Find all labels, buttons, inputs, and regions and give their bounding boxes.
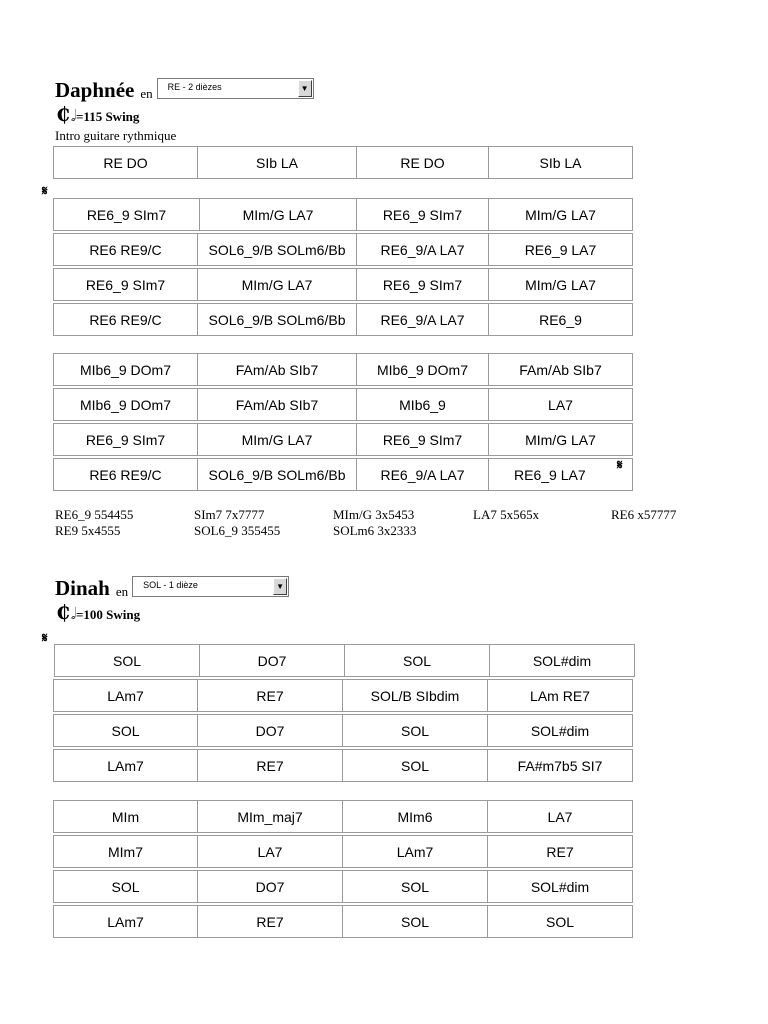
chord-cell: LA7 [489,388,633,421]
tempo-text: =100 Swing [76,607,141,622]
chord-cell: RE6_9 SIm7 [53,198,200,231]
chord-row [53,268,633,301]
segno-icon: 𝄋 [42,631,48,646]
chord-cell: SOL [343,749,488,782]
chord-cell: MIb6_9 [357,388,489,421]
chord-cell: SOL [345,644,490,677]
chord-row [53,749,633,782]
chord-cell: SOL#dim [488,714,633,747]
chord-cell: LAm7 [53,679,198,712]
chord-cell: MIb6_9 DOm7 [53,388,198,421]
chord-cell: DO7 [200,644,345,677]
chord-cell: SOL#dim [490,644,635,677]
chord-cell: MIm/G LA7 [198,423,357,456]
chord-fingerings [55,507,755,539]
song-title: Dinah [55,576,110,600]
chord-cell: SOL [343,905,488,938]
fingerings-line [55,523,755,539]
chord-row [53,714,633,747]
chord-cell: SOL [488,905,633,938]
chord-row [53,870,633,903]
chord-cell: DO7 [198,870,343,903]
chord-cell: MIm7 [53,835,198,868]
song-header-daphnee [55,78,314,101]
chord-cell: RE6 RE9/C [53,458,198,491]
en-label: en [115,584,129,599]
chord-cell: LA7 [488,800,633,833]
chord-cell: RE DO [53,146,198,179]
chord-cell: SOL#dim [488,870,633,903]
song-title: Daphnée [55,78,135,102]
tempo-line [56,104,139,124]
chord-cell: DO7 [198,714,343,747]
chord-cell: SIb LA [198,146,357,179]
cut-time-icon: ₵ [56,600,70,624]
chord-cell: SOL6_9/B SOLm6/Bb [198,303,357,336]
chord-row [53,233,633,266]
key-select-value: SOL - 1 dièze [143,580,198,590]
chord-cell: MIm/G LA7 [489,268,633,301]
half-note-icon: 𝅗𝅥 [70,604,77,623]
half-note-icon: 𝅗𝅥 [70,106,77,125]
chord-cell: FAm/Ab SIb7 [198,353,357,386]
chord-cell: RE DO [357,146,489,179]
tempo-text: =115 Swing [76,109,140,124]
chord-cell: RE6_9/A LA7 [357,303,489,336]
song-header-dinah [55,576,289,599]
chord-cell: RE7 [488,835,633,868]
chord-row [53,835,633,868]
chord-row [53,905,633,938]
chord-cell: LAm RE7 [488,679,633,712]
chord-row [53,388,633,421]
intro-chord-row [53,146,633,179]
chord-cell: MIm/G LA7 [489,423,633,456]
chord-cell: RE6_9 SIm7 [357,423,489,456]
chord-cell: SOL [343,714,488,747]
chord-cell: SOL [53,714,198,747]
fingerings-line [55,507,755,523]
chord-row [53,458,633,491]
chord-cell: SOL [53,870,198,903]
chord-cell: MIm/G LA7 [198,268,357,301]
chord-row [53,198,633,231]
chord-cell: SOL [54,644,200,677]
chord-cell: MIm/G LA7 [489,198,633,231]
chord-cell: SIb LA [489,146,633,179]
chord-cell: RE6_9 SIm7 [53,268,198,301]
chord-cell: LAm7 [53,749,198,782]
fingering: RE6 x57777 [611,507,677,522]
key-select-value: RE - 2 dièzes [167,82,222,92]
chord-cell: RE7 [198,749,343,782]
fingering: RE9 5x4555 [55,523,121,538]
chord-cell: FA#m7b5 SI7 [488,749,633,782]
chord-cell: MIm_maj7 [198,800,343,833]
chord-cell: RE6_9 LA7 [489,233,633,266]
chord-cell: RE7 [198,905,343,938]
fingering: SIm7 7x7777 [194,507,265,522]
segno-icon: 𝄋 [42,184,48,199]
fingering: RE6_9 554455 [55,507,134,522]
chord-cell: MIm6 [343,800,488,833]
chord-cell: RE6_9 SIm7 [53,423,198,456]
cut-time-icon: ₵ [56,102,70,126]
chord-cell: MIb6_9 DOm7 [53,353,198,386]
chord-cell: RE6_9 LA7 [489,458,633,491]
chord-row [53,353,633,386]
dropdown-arrow-icon[interactable]: ▼ [273,578,287,595]
fingering: MIm/G 3x5453 [333,507,415,522]
chord-cell: LA7 [198,835,343,868]
chord-cell: RE6 RE9/C [53,303,198,336]
key-select[interactable] [157,78,314,99]
chord-cell: RE6_9/A LA7 [357,458,489,491]
intro-label: Intro guitare rythmique [55,128,177,143]
chord-cell: RE6 RE9/C [53,233,198,266]
chord-row [54,644,635,677]
dropdown-arrow-icon[interactable]: ▼ [298,80,312,97]
fingering: SOLm6 3x2333 [333,523,417,538]
chord-cell: MIm/G LA7 [200,198,357,231]
en-label: en [140,86,153,101]
fingering: LA7 5x565x [473,507,540,522]
chord-cell: FAm/Ab SIb7 [489,353,633,386]
chord-cell: MIm [53,800,198,833]
chord-cell: MIb6_9 DOm7 [357,353,489,386]
fingering: SOL6_9 355455 [194,523,281,538]
chord-cell: RE6_9 SIm7 [357,198,489,231]
chord-row [53,679,633,712]
chord-row [53,800,633,833]
chord-cell: LAm7 [343,835,488,868]
chord-cell: RE6_9/A LA7 [357,233,489,266]
chord-cell: FAm/Ab SIb7 [198,388,357,421]
key-select[interactable] [132,576,289,597]
segno-icon: 𝄋 [617,458,623,473]
chord-cell: SOL6_9/B SOLm6/Bb [198,233,357,266]
chord-row [53,303,633,336]
chord-cell: SOL6_9/B SOLm6/Bb [198,458,357,491]
chord-cell: SOL/B SIbdim [343,679,488,712]
tempo-line [56,602,140,622]
chord-cell: LAm7 [53,905,198,938]
chord-cell: RE7 [198,679,343,712]
chord-cell: SOL [343,870,488,903]
chord-cell: RE6_9 SIm7 [357,268,489,301]
chord-row [53,423,633,456]
chord-cell: RE6_9 [489,303,633,336]
